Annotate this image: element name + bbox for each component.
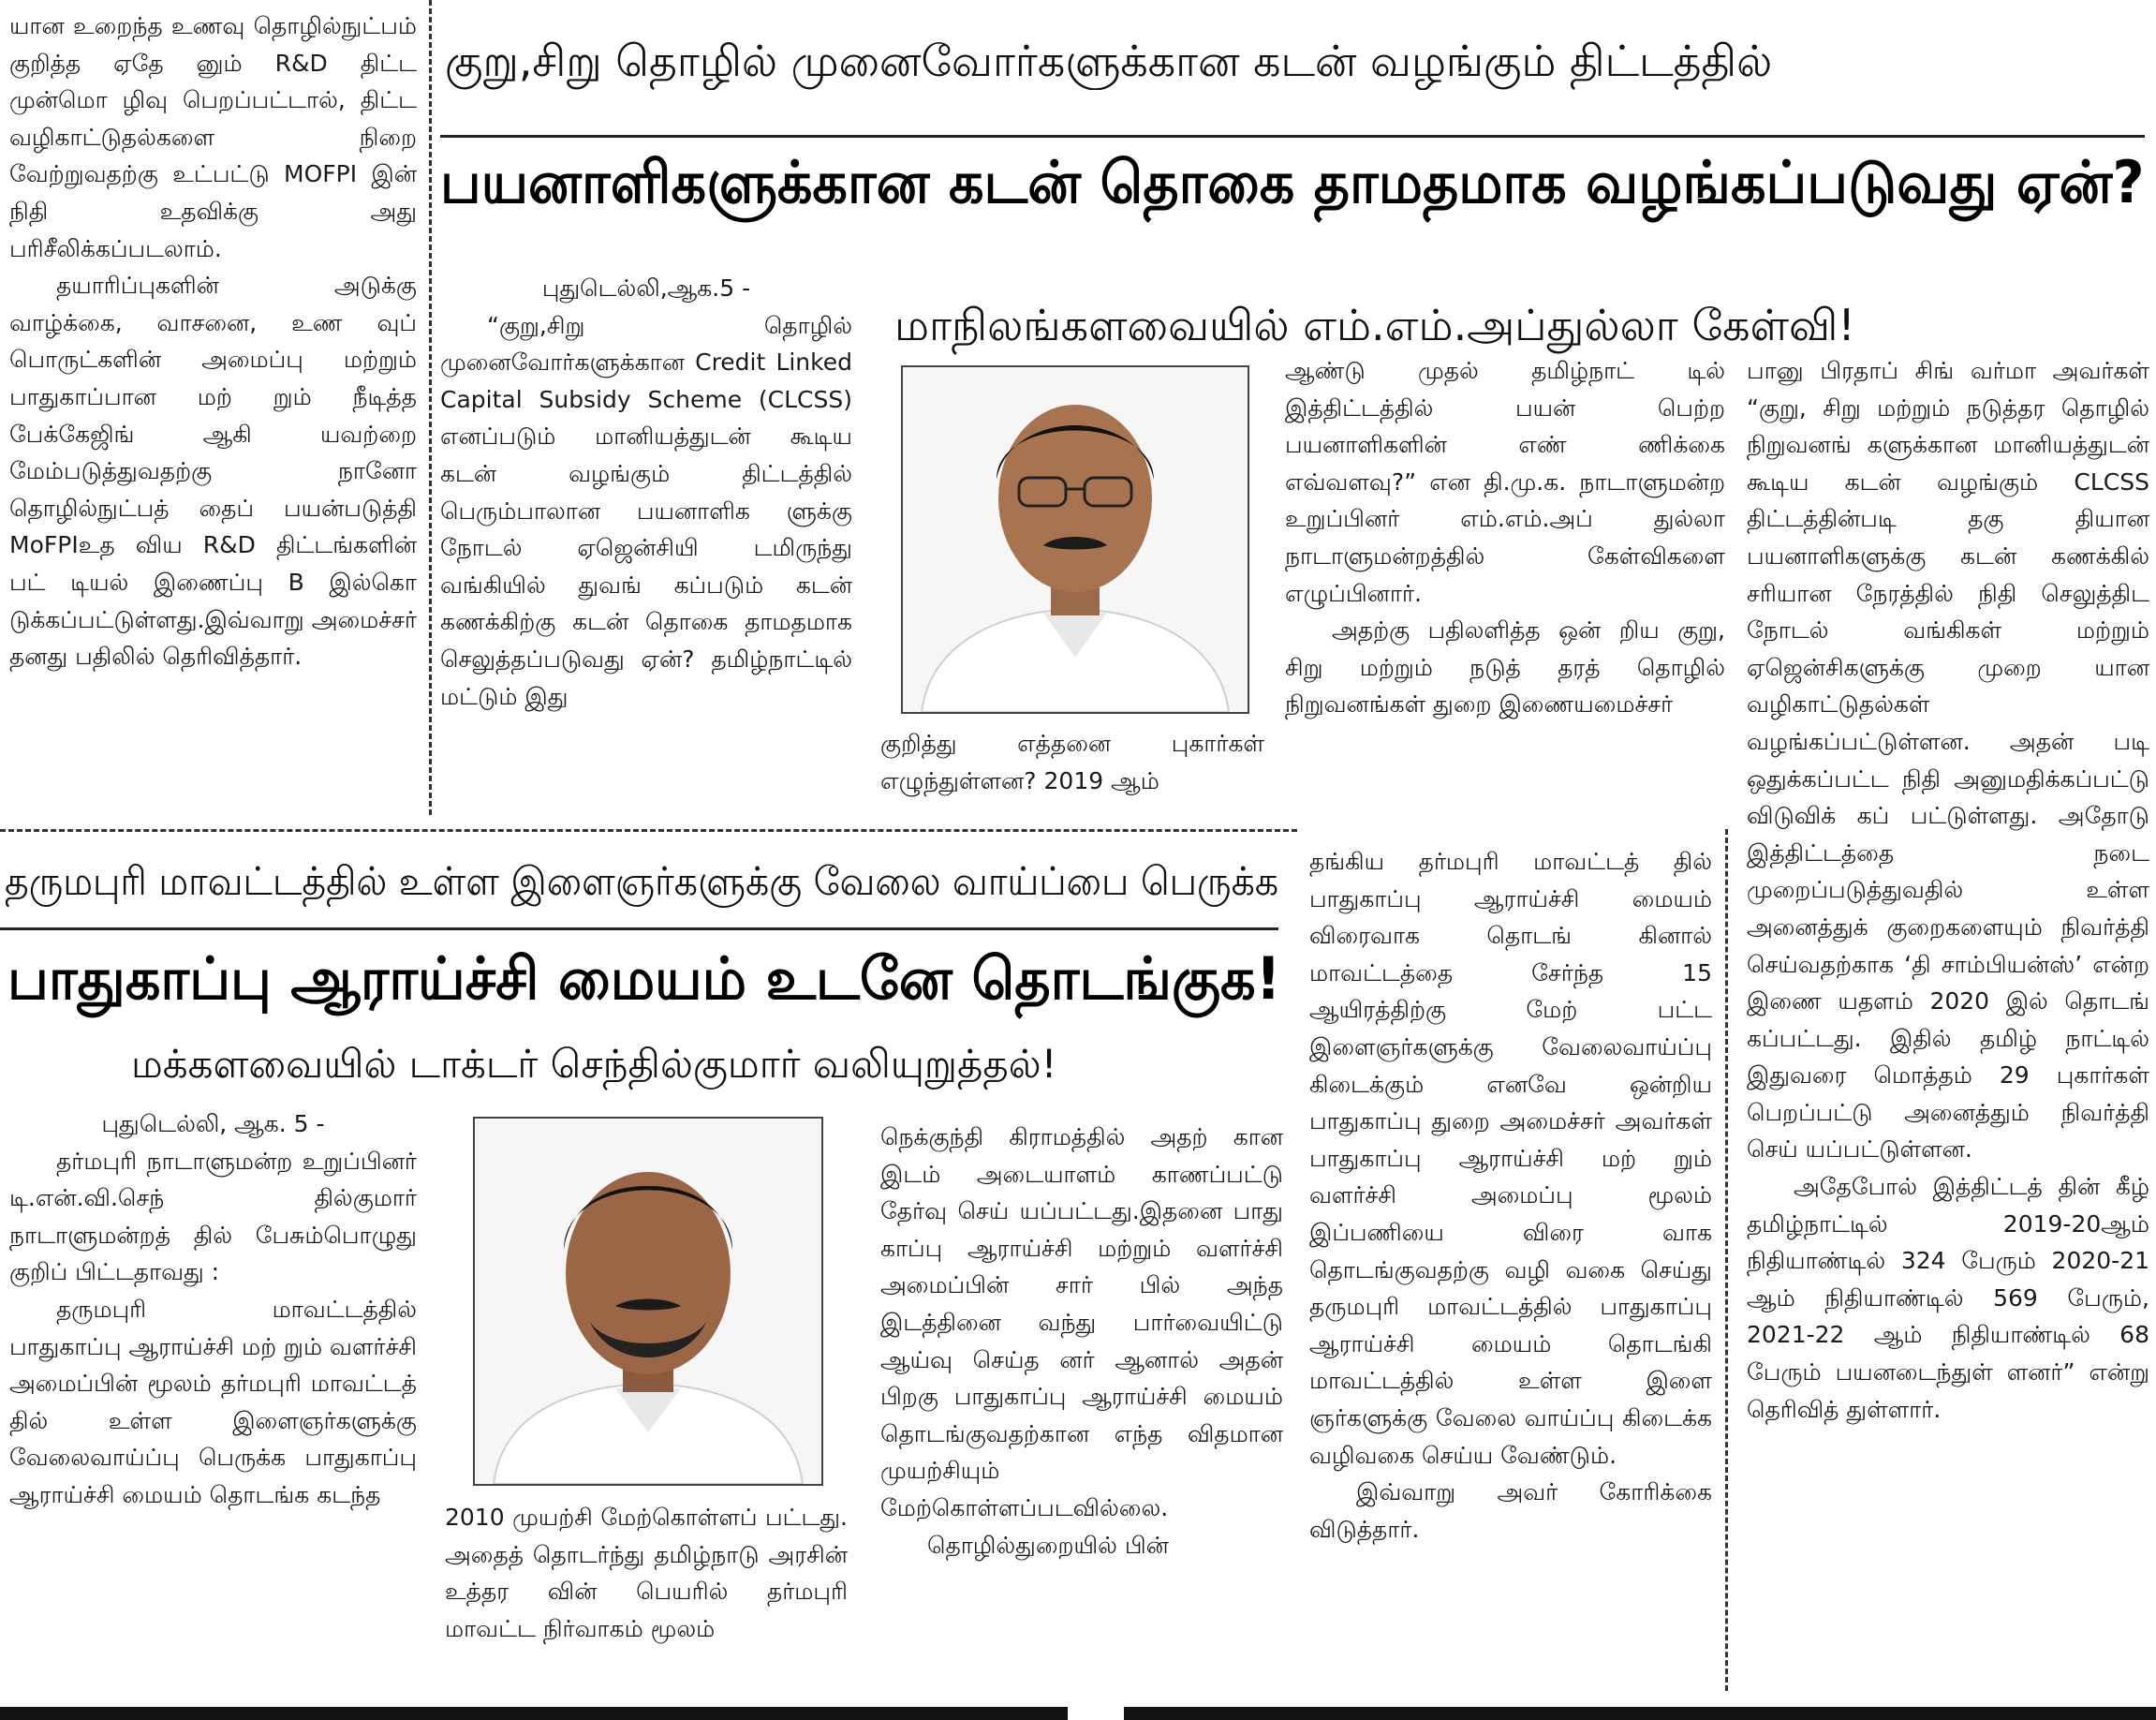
story2-kicker: தருமபுரி மாவட்டத்தில் உள்ள இளைஞர்களுக்கு வேலை வாய்ப்பை பெருக்க bbox=[5, 858, 1279, 904]
story2-subhead: மக்களவையில் டாக்டர் செந்தில்குமார் வலியுறுத்தல்! bbox=[131, 1041, 1057, 1087]
story2-paragraph-6: இவ்வாறு அவர் கோரிக்கை விடுத்தார். bbox=[1309, 1478, 1712, 1543]
story2-paragraph-4: தொழில்துறையில் பின் bbox=[927, 1531, 1169, 1559]
portrait-senthilkumar-icon bbox=[475, 1119, 821, 1484]
top-left-divider bbox=[429, 0, 432, 815]
story2-paragraph-5: தங்கிய தர்மபுரி மாவட்டத் தில் பாதுகாப்பு ஆராய்ச்சி மையம் விரைவாக தொடங் கினால் மாவட்டத்தை சேர்ந்த 15 ஆயிரத்திற்கு மேற் பட்ட இளைஞர்களுக்கு வேலைவாய்ப்பு கிடைக்கும் எனவே ஒன்றிய பாதுகாப்பு துறை அமைச்சர் அவர்கள் பாதுகாப்பு ஆராய்ச்சி மற் றும் வளர்ச்சி அமைப்பு மூலம் இப்பணியை விரை வாக தொடங்குவதற்கு வழி வகை செய்து தருமபுரி மாவட்டத்தில் பாதுகாப்பு ஆராய்ச்சி மையம் தொடங்கி மாவட்டத்தில் உள்ள இளை ஞர்களுக்கு வேலை வாய்ப்பு கிடைக்க வழிவகை செய்ய வேண்டும். bbox=[1309, 848, 1712, 1469]
story1-headline: பயனாளிகளுக்கான கடன் தொகை தாமதமாக வழங்கப்படுவது ஏன்? bbox=[440, 148, 2145, 216]
story2-photo-caption: 2010 முயற்சி மேற்கொள்ளப் பட்டது. அதைத் தொடர்ந்து தமிழ்நாடு அரசின் உத்தர வின் பெயரில் தர்மபுரி மாவட்ட நிர்வாகம் மூலம் bbox=[445, 1504, 848, 1642]
portrait-abdulla-icon bbox=[903, 367, 1248, 712]
bottom-right-divider bbox=[1725, 829, 1728, 1691]
story1-paragraph-1: “குறு,சிறு தொழில் முனைவோர்களுக்கான Credit Linked Capital Subsidy Scheme (CLCSS) எனப்படும் மானியத்துடன் கூடிய கடன் வழங்கும் திட்டத்தில் பெரும்பாலான பயனாளிக ளுக்கு நோடல் ஏஜென்சியி டமிருந்து வங்கியில் துவங் கப்படும் கடன் கணக்கிற்கு கடன் தொகை தாமதமாக செலுத்தப்படுவது ஏன்? தமிழ்நாட்டில் மட்டும் இது bbox=[440, 311, 852, 710]
story1-subhead: மாநிலங்களவையில் எம்.எம்.அப்துல்லா கேள்வி! bbox=[894, 300, 1855, 350]
story2-paragraph-1: தர்மபுரி நாடாளுமன்ற உறுப்பினர் டி.என்.வி.செந் தில்குமார் நாடாளுமன்றத் தில் பேசும்பொழுது குறிப் பிட்டதாவது : bbox=[9, 1147, 417, 1286]
story1-paragraph-2: ஆண்டு முதல் தமிழ்நாட் டில் இத்திட்டத்தில் பயன் பெற்ற பயனாளிகளின் எண் ணிக்கை எவ்வளவு?” என தி.மு.க. நாடாளுமன்ற உறுப்பினர் எம்.எம்.அப் துல்லா நாடாளுமன்றத்தில் கேள்விகளை எழுப்பினார். bbox=[1285, 357, 1725, 607]
story2-paragraph-3: நெக்குந்தி கிராமத்தில் அதற் கான இடம் அடையாளம் காணப்பட்டு தேர்வு செய் யப்பட்டது.இதனை பாது காப்பு ஆராய்ச்சி மற்றும் வளர்ச்சி அமைப்பின் சார் பில் அந்த இடத்தினை வந்து பார்வையிட்டு ஆய்வு செய்த னர் ஆனால் அதன் பிறகு பாதுகாப்பு ஆராய்ச்சி மையம் தொடங்குவதற்கான எந்த விதமான முயற்சியும் மேற்கொள்ளப்படவில்லை. bbox=[880, 1123, 1283, 1521]
story2-dateline: புதுடெல்லி, ஆக. 5 - bbox=[101, 1110, 325, 1137]
story1-kicker: குறு,சிறு தொழில் முனைவோர்களுக்கான கடன் வழங்கும் திட்டத்தில் bbox=[445, 36, 1773, 86]
story2-column-3 bbox=[880, 1119, 1283, 1690]
top-left-paragraph-1: யான உறைந்த உணவு தொழில்நுட்பம் குறித்த ஏதே னும் R&D திட்ட முன்மொ ழிவு பெறப்பட்டால், திட்ட வழிகாட்டுதல்களை நிறை வேற்றுவதற்கு உட்பட்டு MOFPI இன் நிதி உதவிக்கு அது பரிசீலிக்கப்படலாம். bbox=[9, 12, 417, 262]
story2-rule bbox=[0, 927, 1278, 930]
story1-photo bbox=[901, 365, 1249, 714]
story1-paragraph-3: அதற்கு பதிலளித்த ஒன் றிய குறு, சிறு மற்றும் நடுத் தரத் தொழில் நிறுவனங்கள் துறை இணையமைச்சர் bbox=[1285, 616, 1725, 719]
story1-photo-caption: குறித்து எத்தனை புகார்கள் எழுந்துள்ளன? 2019 ஆம் bbox=[880, 730, 1264, 794]
top-left-column bbox=[9, 7, 417, 813]
story1-paragraph-4: பானு பிரதாப் சிங் வர்மா அவர்கள் “குறு, சிறு மற்றும் நடுத்தர தொழில் நிறுவனங் களுக்கான மானியத்துடன் கூடிய கடன் வழங்கும் CLCSS திட்டத்தின்படி தகு தியான பயனாளிகளுக்கு கடன் கணக்கில் சரியான நேரத்தில் நிதி செலுத்திட நோடல் வங்கிகள் மற்றும் ஏஜென்சிகளுக்கு முறை யான வழிகாட்டுதல்கள் வழங்கப்பட்டுள்ளன. அதன் படி ஒதுக்கப்பட்ட நிதி அனுமதிக்கப்பட்டு விடுவிக் கப் பட்டுள்ளது. அதோடு இத்திட்டத்தை நடை முறைப்படுத்துவதில் உள்ள அனைத்துக் குறைகளையும் நிவர்த்தி செய்வதற்காக ‘தி சாம்பியன்ஸ்’ என்ற இணை யதளம் 2020 இல் தொடங் கப்பட்டது. இதில் தமிழ் நாட்டில் இதுவரை மொத்தம் 29 புகார்கள் பெறப்பட்டு அனைத்தும் நிவர்த்தி செய் யப்பட்டுள்ளன. bbox=[1747, 357, 2149, 1164]
story1-column-4 bbox=[1747, 352, 2149, 1692]
story2-photo bbox=[473, 1117, 823, 1486]
top-left-paragraph-2: தயாரிப்புகளின் அடுக்கு வாழ்க்கை, வாசனை, உண வுப் பொருட்களின் அமைப்பு மற்றும் பாதுகாப்பான மற் றும் நீடித்த பேக்கேஜிங் ஆகி யவற்றை மேம்படுத்துவதற்கு நானோ தொழில்நுட்பத் தைப் பயன்படுத்தி MoFPIஉத விய R&D திட்டங்களின் பட் டியல் இணைப்பு B இல்கொ டுக்கப்பட்டுள்ளது.இவ்வாறு அமைச்சர் தனது பதிலில் தெரிவித்தார். bbox=[9, 272, 417, 671]
story2-column-1 bbox=[9, 1105, 417, 1686]
horizontal-section-divider-left bbox=[0, 829, 1297, 832]
story1-column-3 bbox=[1285, 352, 1725, 811]
story1-rule bbox=[440, 135, 2145, 138]
story2-paragraph-2: தருமபுரி மாவட்டத்தில் பாதுகாப்பு ஆராய்ச்சி மற் றும் வளர்ச்சி அமைப்பின் மூலம் தர்மபுரி மாவட்டத் தில் உள்ள இளைஞர்களுக்கு வேலைவாய்ப்பு பெருக்க பாதுகாப்பு ஆராய்ச்சி மையம் தொடங்க கடந்த bbox=[9, 1295, 417, 1508]
story1-column-1 bbox=[440, 270, 852, 804]
story1-paragraph-5: அதேபோல் இத்திட்டத் தின் கீழ் தமிழ்நாட்டில் 2019-20ஆம் நிதியாண்டில் 324 பேரும் 2020-21 ஆம் நிதியாண்டில் 569 பேரும், 2021-22 ஆம் நிதியாண்டில் 68 பேரும் பயனடைந்துள் ளனர்” என்று தெரிவித் துள்ளார். bbox=[1747, 1173, 2149, 1423]
story1-dateline: புதுடெல்லி,ஆக.5 - bbox=[541, 274, 751, 302]
story2-column-4 bbox=[1309, 843, 1712, 1691]
story2-headline: பாதுகாப்பு ஆராய்ச்சி மையம் உடனே தொடங்குக! bbox=[7, 944, 1281, 1013]
